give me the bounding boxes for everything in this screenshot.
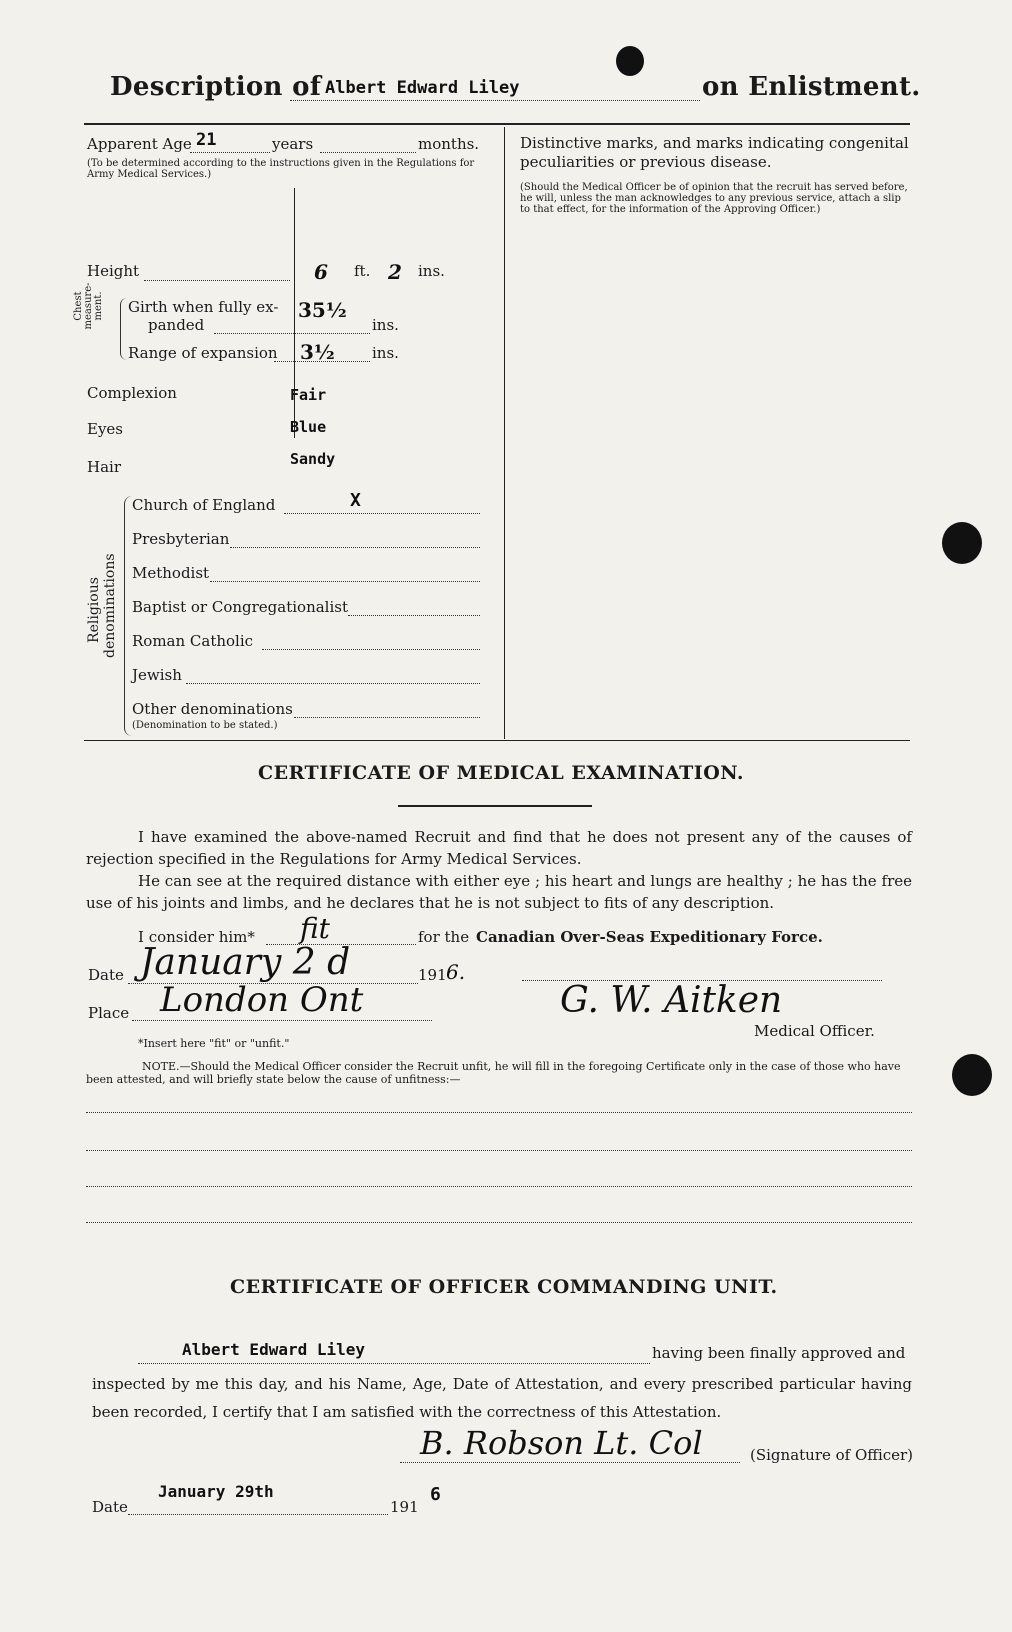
co-signature: B. Robson Lt. Col [420,1424,703,1462]
eyes-label: Eyes [87,420,123,438]
marks-note: (Should the Medical Officer be of opinion that the recruit has served before, he will, unless the man acknowledges to any previous service, attach a slip to that effect, for the information of the Approving Officer.) [520,182,908,215]
unfit-line-4 [86,1222,912,1223]
unfit-line-2 [86,1150,912,1151]
ins-label: ins. [418,262,445,280]
unfit-line-1 [86,1112,912,1113]
denom-other: Other denominations [132,700,293,718]
force-text-1: for the [418,928,470,946]
height-label: Height [87,262,140,280]
denom-line-1 [230,547,480,548]
insert-note: *Insert here "fit" or "unfit." [138,1037,290,1050]
date-year-suffix: 6. [446,960,466,984]
place-value: London Ont [160,980,364,1020]
denom-line-0 [284,513,480,514]
unfit-line-3 [86,1186,912,1187]
punch-hole-top [616,46,644,76]
months-label: months. [418,135,480,153]
denom-jewish: Jewish [132,666,182,684]
co-signature-line [400,1462,740,1463]
hair-value: Sandy [290,450,336,468]
commanding-name-line [138,1363,650,1364]
girth-label-2: panded [148,316,205,334]
denom-church-of-england: Church of England [132,496,276,514]
height-in-value: 2 [388,260,402,284]
medical-heading-rule [398,805,592,807]
date-label: Date [88,966,124,984]
girth-line [214,333,370,334]
denom-baptist: Baptist or Congregationalist [132,598,348,616]
medical-para2: He can see at the required distance with either eye ; his heart and lungs are healthy ; he has the free use of his joints and limbs, and he declares that he is not subject to fits of any description. [86,872,912,912]
age-note: (To be determined according to the instructions given in the Regulations for Army Medical Services.) [87,158,475,180]
range-label: Range of expansion [128,344,278,362]
commanding-date-line [128,1514,388,1515]
girth-label-1: Girth when fully ex- [128,298,279,316]
medical-note: NOTE.—Should the Medical Officer consider the Recruit unfit, he will fill in the foregoing Certificate only in the case of those who have been attested, and will briefly state below the cause of unfitness:— [86,1060,901,1086]
commanding-year-digit: 6 [430,1484,441,1505]
fit-value: fit [300,912,330,945]
commanding-year-label: 191 [390,1498,419,1516]
commanding-text2: inspected by me this day, and his Name, Age, Date of Attestation, and every prescribed particular having been recorded, I certify that I am satisfied with the correctness of this Attestation. [92,1375,912,1421]
eyes-value: Blue [290,418,327,436]
place-label: Place [88,1004,130,1022]
marks-label: Distinctive marks, and marks indicating congenital peculiarities or previous disease. [520,134,909,171]
commanding-date-label: Date [92,1498,128,1516]
height-ft-value: 6 [314,260,328,284]
denom-methodist: Methodist [132,564,210,582]
place-line [132,1020,432,1021]
denomination-note: (Denomination to be stated.) [132,720,278,731]
commanding-text1: having been finally approved and [652,1344,906,1362]
header-name-line [290,100,700,101]
denom-line-4 [262,649,480,650]
header-name: Albert Edward Liley [325,78,520,98]
denom-line-5 [186,683,480,684]
medical-heading: CERTIFICATE OF MEDICAL EXAMINATION. [258,762,745,784]
denom-presbyterian: Presbyterian [132,530,230,548]
force-text-2: Canadian Over-Seas Expeditionary Force. [476,928,823,946]
date-value: January 2 d [140,942,351,983]
commanding-name: Albert Edward Liley [182,1340,366,1359]
column-divider [504,127,505,739]
header-rule [84,123,910,125]
girth-value: 35½ [298,298,347,322]
punch-hole-middle [942,522,982,564]
complexion-label: Complexion [87,384,177,402]
denom-line-2 [210,581,480,582]
complexion-value: Fair [290,386,327,404]
age-value: 21 [196,130,217,150]
medical-para1: I have examined the above-named Recruit and find that he does not present any of the causes of rejection specified in the Regulations for Army Medical Services. [86,828,912,868]
range-value: 3½ [300,340,335,364]
apparent-age-label: Apparent Age [87,135,192,153]
header-on-enlistment: on Enlistment. [702,72,921,102]
commanding-date-value: January 29th [158,1482,274,1501]
years-label: years [272,135,314,153]
denom-roman-catholic: Roman Catholic [132,632,254,650]
header-description-of: Description of [110,72,322,102]
ft-label: ft. [354,262,371,280]
chest-label: Chest measure-ment. [73,282,104,330]
commanding-heading: CERTIFICATE OF OFFICER COMMANDING UNIT. [230,1276,778,1298]
months-line [320,152,416,153]
age-line [190,152,270,153]
form-bottom-rule [84,740,910,741]
girth-ins-label: ins. [372,316,399,334]
hair-label: Hair [87,458,121,476]
consider-label: I consider him* [138,928,255,946]
medical-signature: G. W. Aitken [560,980,783,1021]
religious-label: Religious denominations [86,553,118,658]
co-signature-label: (Signature of Officer) [750,1446,914,1464]
date-year-prefix: 191 [418,966,447,984]
punch-hole-lower [952,1054,992,1096]
denom-line-6 [294,717,480,718]
height-line [144,280,290,281]
chest-brace [120,298,127,360]
denom-line-3 [348,615,480,616]
church-mark: X [350,490,361,511]
range-ins-label: ins. [372,344,399,362]
medical-officer-label: Medical Officer. [754,1022,875,1040]
